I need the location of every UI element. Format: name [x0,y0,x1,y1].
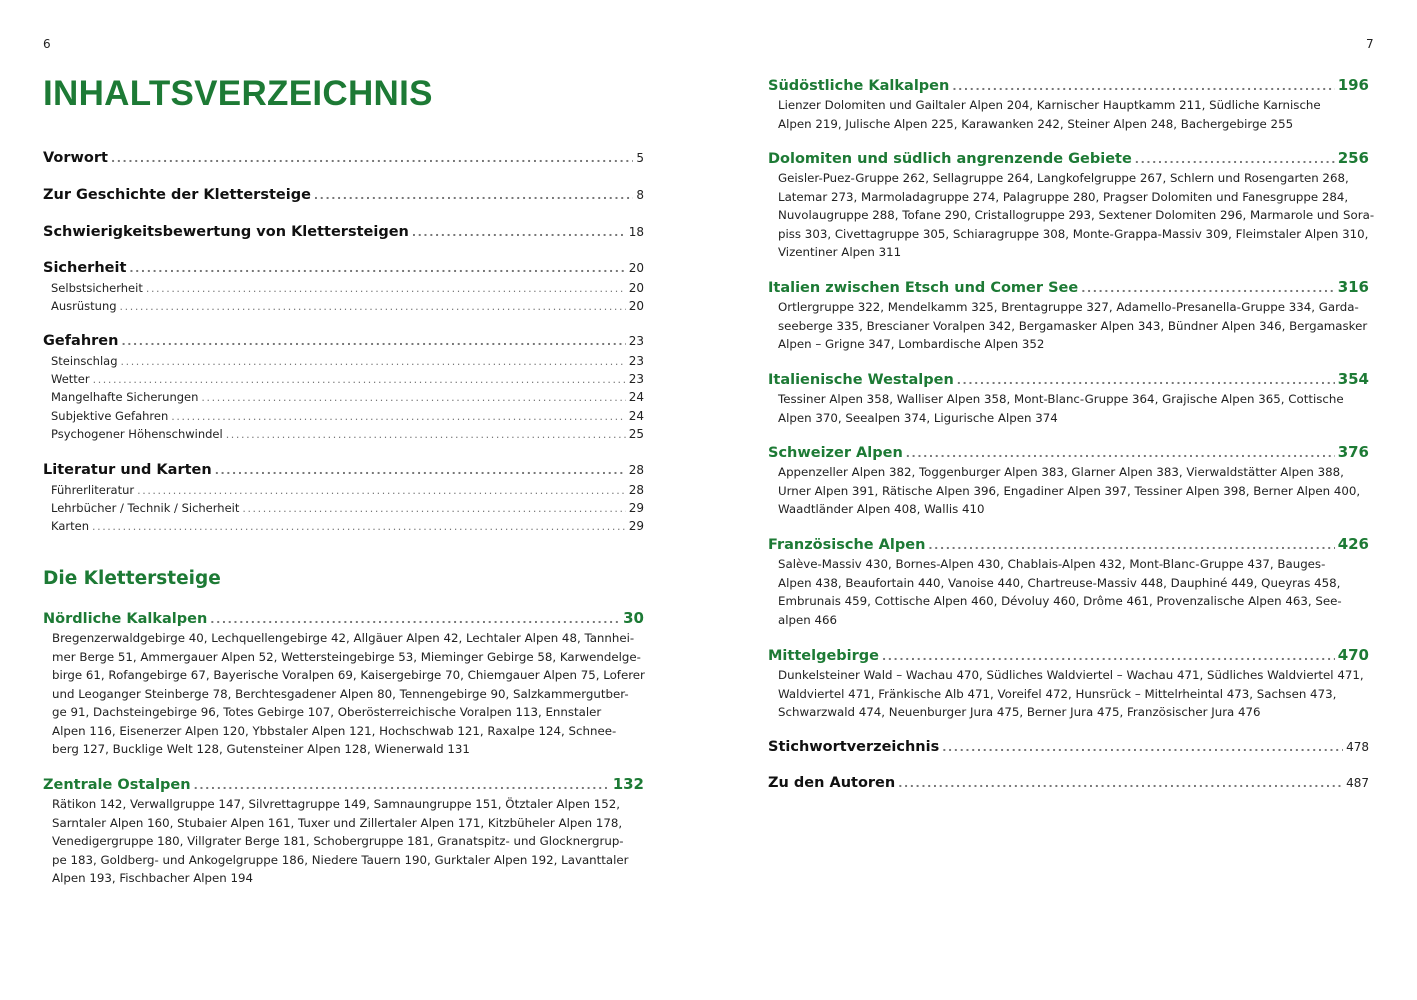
description-line: Tessiner Alpen 358, Walliser Alpen 358, Mont-Blanc-Gruppe 364, Grajische Alpen 365, Cottische [778,392,1344,406]
leader-dots [942,741,1343,754]
toc-entry-page: 8 [636,188,644,202]
toc-entry-page: 132 [612,775,644,793]
description-line: piss 303, Civettagruppe 305, Schiaragruppe 308, Monte-Grappa-Massiv 309, Fleimstaler Alpen 310, [778,226,1369,241]
toc-entry-label: Selbstsicherheit [51,281,143,295]
toc-region-zentrale-ostalpen[interactable] [43,775,644,795]
toc-entry-label: Nördliche Kalkalpen [43,611,208,627]
section-heading: Die Klettersteige [43,568,221,589]
description-line: Alpen 116, Eisenerzer Alpen 120, Ybbstaler Alpen 121, Hochschwab 121, Raxalpe 124, Schnee- [52,723,617,738]
toc-entry-label: Mangelhafte Sicherungen [51,390,199,404]
description-line: Rätikon 142, Verwallgruppe 147, Silvrettagruppe 149, Samnaungruppe 151, Ötztaler Alpen 152, [52,797,620,811]
toc-subentry[interactable] [43,427,644,443]
region-description [778,555,1348,629]
region-description [778,463,1361,519]
toc-entry-label: Literatur und Karten [43,462,212,478]
description-line: Alpen 193, Fischbacher Alpen 194 [52,871,254,885]
toc-entry-page: 23 [628,354,644,368]
toc-entry-label: Subjektive Gefahren [51,409,169,423]
page-number-left: 6 [43,37,51,51]
toc-region-schweizer-alpen[interactable] [768,443,1369,463]
toc-entry-label: Psychogener Höhenschwindel [51,427,223,441]
toc-entry-page: 29 [628,501,644,515]
toc-region-noerdliche-kalkalpen[interactable] [43,609,644,629]
description-line: Waldviertel 471, Fränkische Alb 471, Voreifel 472, Hunsrück – Mittelrheintal 473, Sachsen 473, [778,686,1337,701]
leader-dots [121,355,626,368]
description-line: birge 61, Rofangebirge 67, Bayerische Voralpen 69, Kaisergebirge 70, Chiemgauer Alpen 75, Loferer [52,668,645,682]
region-description [778,298,1368,354]
description-line: Urner Alpen 391, Rätische Alpen 396, Engadiner Alpen 397, Tessiner Alpen 398, Berner Alpen 400, [778,483,1361,498]
leader-dots [121,335,625,348]
leader-dots [120,300,626,313]
toc-entry-autoren[interactable] [768,775,1369,795]
toc-entry-vorwort[interactable] [43,150,644,170]
toc-entry-page: 20 [628,281,644,295]
leader-dots [129,262,625,275]
toc-subentry[interactable] [43,390,644,406]
leader-dots [194,779,610,792]
toc-entry-page: 354 [1337,370,1369,388]
description-line: Lienzer Dolomiten und Gailtaler Alpen 204, Karnischer Hauptkamm 211, Südliche Karnische [778,98,1321,112]
toc-entry-stichwortverzeichnis[interactable] [768,739,1369,759]
description-line: Geisler-Puez-Gruppe 262, Sellagruppe 264, Langkofelgruppe 267, Schlern und Rosengarten 268, [778,171,1349,185]
description-line: Vizentiner Alpen 311 [778,245,902,259]
toc-region-suedoestliche-kalkalpen[interactable] [768,76,1369,96]
toc-entry-label: Schwierigkeitsbewertung von Klettersteigen [43,224,409,240]
leader-dots [171,410,625,423]
description-line: alpen 466 [778,612,837,627]
description-line: Nuvolaugruppe 288, Tofane 290, Cristallogruppe 293, Sextener Dolomiten 296, Marmarole und Sora- [778,208,1375,222]
leader-dots [210,613,620,626]
toc-entry-label: Schweizer Alpen [768,445,903,461]
toc-subentry[interactable] [43,372,644,388]
leader-dots [93,373,626,386]
toc-entry-label: Zur Geschichte der Klettersteige [43,187,311,203]
toc-entry-page: 24 [628,390,644,404]
toc-entry-label: Vorwort [43,150,108,166]
toc-entry-page: 23 [628,334,644,348]
toc-entry-page: 20 [628,299,644,313]
toc-entry-label: Zentrale Ostalpen [43,777,191,793]
description-line: pe 183, Goldberg- und Ankogelgruppe 186, Niedere Tauern 190, Gurktaler Alpen 192, Lavanttaler [52,852,629,867]
leader-dots [146,282,626,295]
toc-entry-gefahren[interactable] [43,333,644,353]
toc-entry-label: Ausrüstung [51,299,117,313]
page-number-right: 7 [1366,37,1374,51]
toc-subentry[interactable] [43,354,644,370]
description-line: Ortlergruppe 322, Mendelkamm 325, Brentagruppe 327, Adamello-Presanella-Gruppe 334, Garda- [778,300,1359,314]
toc-subentry[interactable] [43,281,644,297]
description-line: ge 91, Dachsteingebirge 96, Totes Gebirge 107, Oberösterreichische Voralpen 113, Ennstaler [52,705,602,719]
leader-dots [242,502,625,515]
toc-entry-page: 470 [1337,646,1369,664]
toc-entry-page: 29 [628,519,644,533]
toc-entry-page: 316 [1337,278,1369,296]
toc-subentry[interactable] [43,299,644,315]
toc-entry-label: Wetter [51,372,90,386]
toc-entry-page: 487 [1346,776,1369,790]
toc-entry-label: Karten [51,519,89,533]
toc-entry-label: Italienische Westalpen [768,372,954,388]
toc-entry-label: Zu den Autoren [768,775,896,791]
toc-entry-page: 5 [636,151,644,165]
region-description [778,666,1364,722]
leader-dots [137,484,626,497]
leader-dots [906,447,1335,460]
leader-dots [201,391,625,404]
toc-entry-sicherheit[interactable] [43,260,644,280]
leader-dots [928,539,1334,552]
toc-region-dolomiten[interactable] [768,149,1369,169]
leader-dots [226,428,626,441]
toc-entry-page: 24 [628,409,644,423]
description-line: Embrunais 459, Cottische Alpen 460, Dévoluy 460, Drôme 461, Provenzalische Alpen 463, See- [778,594,1342,608]
toc-region-franzoesische-alpen[interactable] [768,535,1369,555]
toc-entry-page: 25 [628,427,644,441]
toc-subentry[interactable] [43,409,644,425]
leader-dots [898,777,1343,790]
toc-entry-page: 28 [628,483,644,497]
toc-entry-label: Steinschlag [51,354,118,368]
leader-dots [882,650,1335,663]
toc-entry-page: 18 [628,225,644,239]
toc-entry-label: Führerliteratur [51,483,135,497]
description-line: berg 127, Bucklige Welt 128, Gutensteiner Alpen 128, Wienerwald 131 [52,742,470,756]
description-line: Alpen 370, Seealpen 374, Ligurische Alpen 374 [778,410,1058,425]
description-line: Alpen 219, Julische Alpen 225, Karawanken 242, Steiner Alpen 248, Bachergebirge 255 [778,116,1294,131]
description-line: und Leoganger Steinberge 78, Berchtesgadener Alpen 80, Tennengebirge 90, Salzkammergutber- [52,686,629,701]
toc-entry-literatur[interactable] [43,462,644,482]
toc-entry-label: Gefahren [43,333,119,349]
description-line: Alpen – Grigne 347, Lombardische Alpen 352 [778,337,1045,351]
toc-entry-label: Französische Alpen [768,537,926,553]
description-line: Alpen 438, Beaufortain 440, Vanoise 440, Chartreuse-Massiv 448, Dauphiné 449, Queyras 458, [778,575,1341,590]
leader-dots [1081,282,1335,295]
toc-entry-label: Stichwortverzeichnis [768,739,940,755]
toc-entry-page: 20 [628,261,644,275]
toc-entry-label: Mittelgebirge [768,648,879,664]
leader-dots [314,189,633,202]
toc-region-italien-etsch-comer-see[interactable] [768,278,1369,298]
region-description [778,96,1348,133]
toc-entry-page: 30 [623,609,644,627]
description-line: Sarntaler Alpen 160, Stubaier Alpen 161, Tuxer und Zillertaler Alpen 171, Kitzbüheler Alpen 178, [52,815,623,830]
toc-entry-label: Südöstliche Kalkalpen [768,78,950,94]
leader-dots [1135,153,1335,166]
toc-entry-label: Sicherheit [43,260,127,276]
toc-subentry[interactable] [43,519,644,535]
toc-entry-page: 196 [1337,76,1369,94]
region-description [52,629,645,759]
region-description [778,169,1375,262]
leader-dots [412,226,626,239]
description-line: mer Berge 51, Ammergauer Alpen 52, Wettersteingebirge 53, Mieminger Gebirge 58, Karwendelge- [52,649,641,664]
region-description [778,390,1348,427]
toc-entry-page: 426 [1337,535,1369,553]
leader-dots [215,464,626,477]
description-line: Venedigergruppe 180, Villgrater Berge 181, Schobergruppe 181, Granatspitz- und Glocknergrup- [52,834,624,848]
description-line: Latemar 273, Marmoladagruppe 274, Palagruppe 280, Pragser Dolomiten und Fanesgruppe 284, [778,189,1349,204]
toc-subentry[interactable] [43,483,644,499]
description-line: Schwarzwald 474, Neuenburger Jura 475, Berner Jura 475, Französischer Jura 476 [778,705,1261,719]
toc-entry-label: Lehrbücher / Technik / Sicherheit [51,501,240,515]
page-title: INHALTSVERZEICHNIS [43,74,433,113]
toc-entry-label: Dolomiten und südlich angrenzende Gebiete [768,151,1132,167]
description-line: Appenzeller Alpen 382, Toggenburger Alpen 383, Glarner Alpen 383, Vierwaldstätter Alpen 388, [778,465,1344,479]
description-line: Waadtländer Alpen 408, Wallis 410 [778,502,985,516]
toc-entry-page: 23 [628,372,644,386]
toc-region-italienische-westalpen[interactable] [768,370,1369,390]
toc-entry-page: 376 [1337,443,1369,461]
toc-entry-page: 256 [1337,149,1369,167]
toc-entry-schwierigkeit[interactable] [43,224,644,244]
toc-entry-page: 478 [1346,740,1369,754]
toc-entry-label: Italien zwischen Etsch und Comer See [768,280,1079,296]
toc-entry-geschichte[interactable] [43,187,644,207]
leader-dots [952,80,1334,93]
description-line: Bregenzerwaldgebirge 40, Lechquellengebirge 42, Allgäuer Alpen 42, Lechtaler Alpen 48, Tannhei- [52,631,635,645]
description-line: Dunkelsteiner Wald – Wachau 470, Südliches Waldviertel – Wachau 471, Südliches Waldviertel 471, [778,668,1364,682]
toc-subentry[interactable] [43,501,644,517]
toc-region-mittelgebirge[interactable] [768,646,1369,666]
description-line: Salève-Massiv 430, Bornes-Alpen 430, Chablais-Alpen 432, Mont-Blanc-Gruppe 437, Bauges- [778,557,1326,571]
toc-entry-page: 28 [628,463,644,477]
leader-dots [111,152,633,165]
leader-dots [957,374,1335,387]
region-description [52,795,629,888]
leader-dots [92,520,626,533]
description-line: seeberge 335, Brescianer Voralpen 342, Bergamasker Alpen 343, Bündner Alpen 346, Bergamasker [778,318,1368,333]
